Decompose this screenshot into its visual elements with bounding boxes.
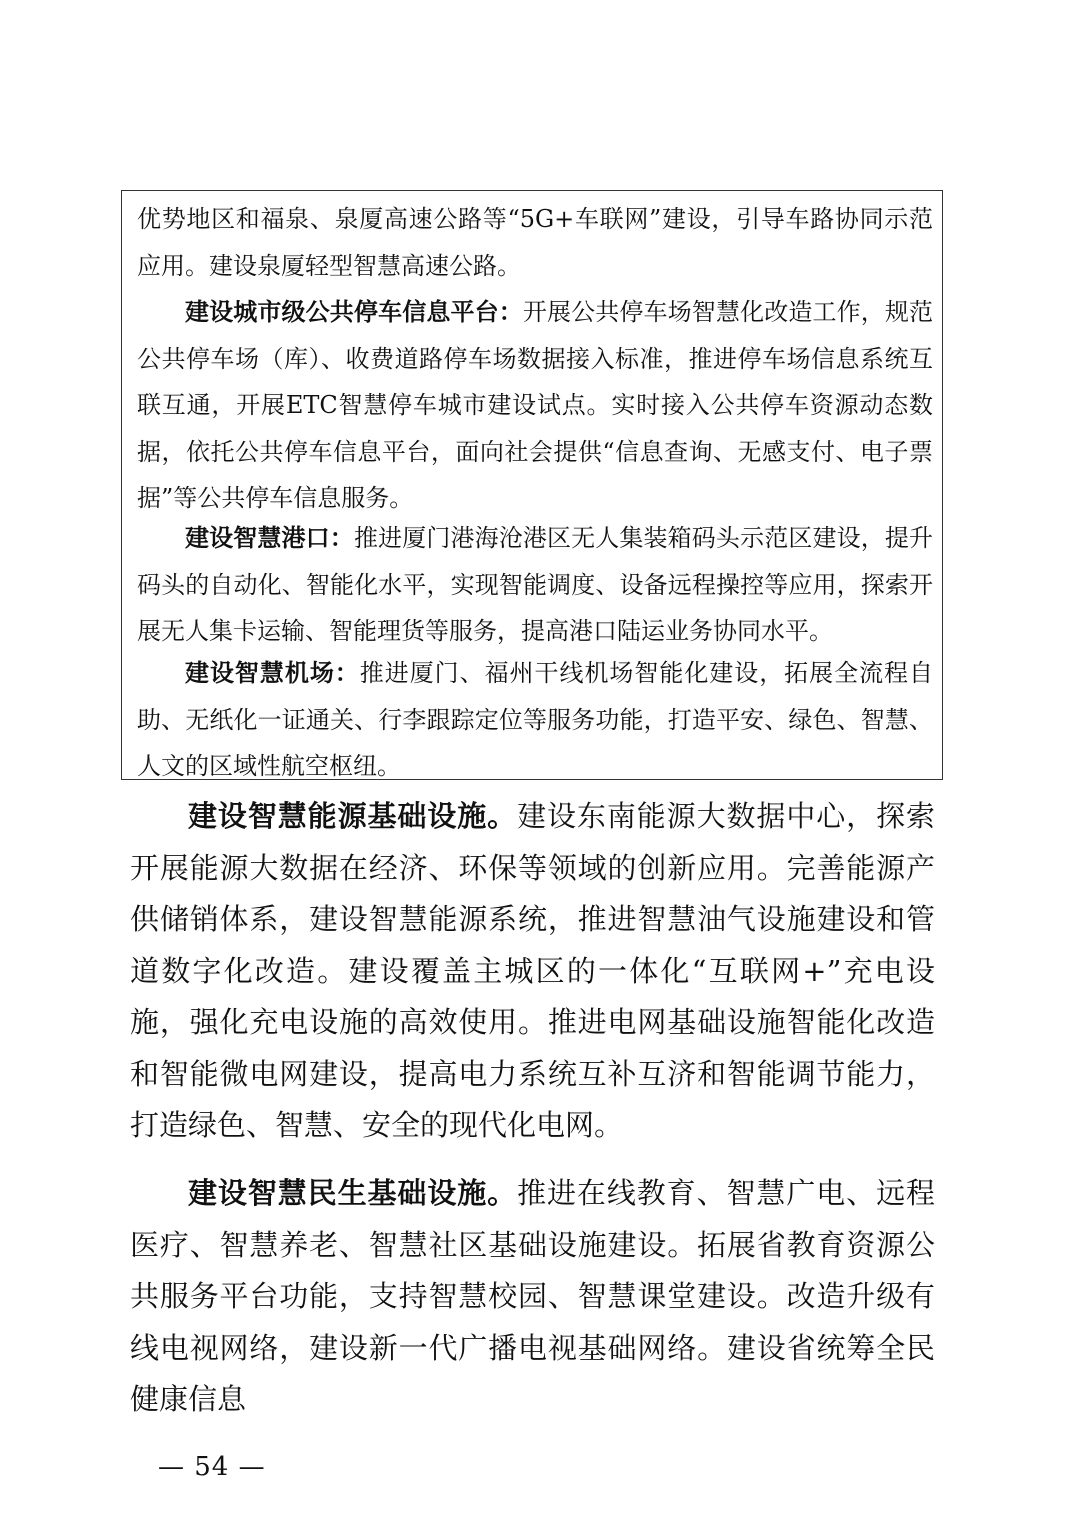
energy-body: 建设东南能源大数据中心，探索开展能源大数据在经济、环保等领域的创新应用。完善能源产供储销体系，建设智慧能源系统，推进智慧油气设施建设和管道数字化改造。建设覆盖主城区的一体化“互联网+”充电设施，强化充电设施的高效使用。推进电网基础设施智能化改造和智能微电网建设，提高电力系统互补互济和智能调节能力，打造绿色、智慧、安全的现代化电网。 [130,799,935,1142]
port-heading: 建设智慧港口： [185,524,354,552]
page-number: — 54 — [158,1452,266,1482]
energy-paragraph [130,791,935,1152]
port-body: 推进厦门港海沧港区无人集装箱码头示范区建设，提升码头的自动化、智能化水平，实现智能调度、设备远程操控等应用，探索开展无人集卡运输、智能理货等服务，提高港口陆运业务协同水平。 [137,524,934,645]
box-paragraph-airport [137,650,933,790]
box-paragraph-parking [137,289,933,522]
box-paragraph-port [137,515,933,655]
box-paragraph-1 [137,196,933,289]
parking-heading: 建设城市级公共停车信息平台： [185,298,523,326]
livelihood-heading: 建设智慧民生基础设施。 [188,1176,518,1210]
airport-heading: 建设智慧机场： [185,659,360,687]
livelihood-body: 推进在线教育、智慧广电、远程医疗、智慧养老、智慧社区基础设施建设。拓展省教育资源公共服务平台功能，支持智慧校园、智慧课堂建设。改造升级有线电视网络，建设新一代广播电视基础网络。建设省统筹全民健康信息 [130,1176,935,1416]
airport-body: 推进厦门、福州干线机场智能化建设，拓展全流程自助、无纸化一证通关、行李跟踪定位等服务功能，打造平安、绿色、智慧、人文的区域性航空枢纽。 [137,659,934,780]
parking-body: 开展公共停车场智慧化改造工作，规范公共停车场（库）、收费道路停车场数据接入标准，推进停车场信息系统互联互通，开展ETC智慧停车城市建设试点。实时接入公共停车资源动态数据，依托公共停车信息平台，面向社会提供“信息查询、无感支付、电子票据”等公共停车信息服务。 [137,298,934,512]
energy-heading: 建设智慧能源基础设施。 [188,799,518,833]
livelihood-paragraph [130,1168,935,1426]
box-paragraph-1-text: 优势地区和福泉、泉厦高速公路等“5G+车联网”建设，引导车路协同示范应用。建设泉厦轻型智慧高速公路。 [137,205,933,280]
